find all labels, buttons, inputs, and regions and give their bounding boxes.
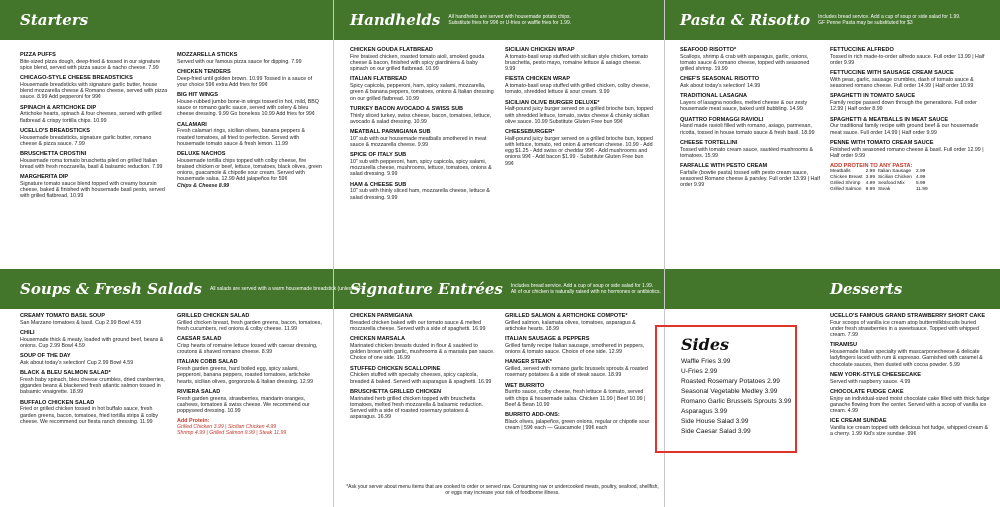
item-name: STUFFED CHICKEN SCALLOPINE [350,365,441,372]
item-description: Enjoy an individual-sized moist chocolate cake filled with thick fudge ganache flowing from the center. Served with a scoop of vanilla ice cream. 4.99 [830,395,990,415]
item-description: Black olives, jalapeños, green onions, regular or chipotle sour cream | 59¢ each — Guacamole | 99¢ each [505,418,650,432]
item-description: 10" sub with thinly sliced ham, mozzarella cheese, lettuce & salad dressing. 9.99 [350,188,490,201]
item-description: Housemade thick & meaty, loaded with ground beef, beans & onions. Cup 2.99 Bowl 4.59 [20,336,164,349]
item-name: CHICKEN MARSALA [350,336,406,343]
protein-cell: Grilled Shrimp [830,181,861,187]
menu-item [20,75,168,100]
menu-item [505,129,653,167]
menu-item [350,313,495,332]
item-description: Artichoke hearts, spinach & four cheeses, served with grilled flatbread & crispy tortilla chips. 10.99 [20,111,162,124]
menu-item [177,92,322,117]
item-name: CHEESE TORTELLINI [680,139,738,146]
disclaimer: *Ask your server about menu items that are cooked to order or served raw. Consuming raw or undercooked meats, poultry, seafood, shellfish, or eggs may increase your risk of foodborne illness. [346,484,659,496]
menu-item [680,76,820,89]
menu-item [830,70,990,89]
pasta-header [680,0,960,40]
menu-item [830,372,990,385]
menu-item [830,418,990,437]
item-description: Hand made ravioli filled with romano, asiago, parmesan, ricotta, tossed in house tomato sauce & fresh basil. 18.99 [680,123,815,136]
section-note: All salads are served with a warm housemade breadstick (unless GF). [209,285,366,292]
item-description: Grilled family recipe Italian sausage, smothered in peppers, onions & tomato sauce. Choice of one side. 12.99 [505,343,645,356]
item-name: ITALIAN SAUSAGE & PEPPERS [505,336,590,343]
item-description: 10" sub with our housemade meatballs smothered in meat sauce & mozzarella cheese. 9.99 [350,135,487,149]
item-name: DELUXE NACHOS [177,151,226,158]
side-item: Side Caesar Salad 3.99 [681,428,751,435]
protein-line: Grilled Chicken 3.99 | Sicilian Chicken 4.99 [177,424,277,431]
item-name: BIG HIT WINGS [177,92,219,99]
item-name: CHEESEBURGER* [505,129,555,136]
menu-item [20,174,168,199]
item-name: BLACK & BLEU SALMON SALAD* [20,370,111,377]
item-name: CALAMARI [177,121,207,128]
protein-cell: Italian Sausage [878,169,912,175]
menu-item [20,128,168,147]
menu-item [350,129,495,148]
protein-cell: 9.99 [865,187,875,193]
menu-item [177,313,325,332]
item-description: Family recipe passed down through the generations. Full order 12.99 | Half order 8.99 [830,100,977,113]
menu-item [350,336,495,361]
item-description: Fresh calamari rings, sicilian olives, banana peppers & roasted tomatoes, all fried to perfection. Served with housemade tomato sauce & fresh lemon. 11.99 [177,128,306,147]
protein-cell: Grilled Salmon [830,187,862,193]
item-name: CHOCOLATE FUDGE CAKE [830,388,904,395]
item-name: SICILIAN OLIVE BURGER DELUXE* [505,99,600,106]
menu-item [177,122,322,147]
item-description: Deep-fried until golden brown. 10.99 Tossed in a sauce of your choice 59¢ extra Add fries for 99¢ [177,75,313,88]
item-name: FARFALLE WITH PESTO CREAM [680,163,768,170]
item-description: A tomato-basil wrap stuffed with grilled chicken, colby cheese, tomato, shredded lettuce & sour cream. 9.99 [505,83,651,96]
desserts-header [830,269,902,309]
item-description: Housemade tortilla chips topped with colby cheese, fire braised chicken or beef, lettuce, tomatoes, black olives, green onions, guacamole & chipotle sour cream. Served with housemade salsa. 12.99 Add jalapeños for 59¢ [177,157,322,183]
item-name: SPAGHETTI & MEATBALLS IN MEAT SAUCE [830,116,949,123]
section-note: Includes bread service. Add a cup of soup or side salad for 1.99. GF Penne Pasta may be substituted for $3 [818,13,961,26]
item-description: Our traditional family recipe with ground beef & our housemade meat sauce. Full order 14.99 | Half order 9.99 [830,123,979,136]
menu-item [505,76,653,95]
item-name: GRILLED CHICKEN SALAD [177,313,250,319]
item-description: Spicy capicola, pepperoni, ham, spicy salami, mozzarella, green & banana peppers, tomatoes, onions & Italian dressing on our grilled flatbread. 10.99 [350,83,494,102]
protein-cell: 11.99 [916,187,928,193]
item-description: Fresh baby spinach, bleu cheese crumbles, dried cranberries, gigandes beans & blackened fresh atlantic salmon tossed in balsamic vinaigrette. 18.99 [20,377,165,396]
menu-item [350,182,495,201]
item-name: MEATBALL PARMIGIANA SUB [350,129,431,136]
menu-item [350,389,495,421]
side-item: Seasonal Vegetable Medley 3.99 [681,388,778,395]
item-description: Tossed in rich made-to-order alfredo sauce. Full order 13.99 | Half order 9.99 [830,53,985,66]
item-name: BRUSCHETTA GRILLED CHICKEN [350,388,442,395]
menu-item [177,359,325,384]
item-name: CHICKEN PARMIGIANA [350,313,413,319]
item-name: SPAGHETTI IN TOMATO SAUCE [830,93,916,100]
item-description: Layers of lasagna noodles, melted cheese & our zesty housemade meat sauce, baked until bubbling. 14.99 [680,100,808,113]
protein-cell: Seafood Mix [878,181,905,187]
side-item: Waffle Fries 3.99 [681,358,731,365]
item-name: CREAMY TOMATO BASIL SOUP [20,313,105,319]
menu-item [505,383,653,408]
item-name: SPINACH & ARTICHOKE DIP [20,104,97,111]
item-name: HANGER STEAK* [505,359,552,366]
protein-table [830,169,990,193]
handhelds-column-2 [505,47,653,171]
item-description: Housemade Italian specialty with mascarponecheese & delicate ladyfingers laced with rum & espresso. Garnished with caramel & chocolate sauces, then dusted with cocoa powder. 5.99 [830,349,983,368]
item-description: Fresh garden greens, strawberries, mandarin oranges, cashews, tomatoes & swiss cheese. We recommend our poppyseed dressing. 10.99 [177,395,310,415]
item-name: ITALIAN COBB SALAD [177,359,238,366]
section-title: Handhelds [350,11,441,29]
menu-item [20,353,168,366]
item-name: GRILLED SALMON & ARTICHOKE COMPOTE* [505,313,628,319]
menu-item [350,366,495,385]
menu-item [505,359,653,378]
menu-item [830,117,990,136]
item-name: HAM & CHEESE SUB [350,181,407,188]
menu-item [20,400,168,425]
side-item: U-Fries 2.99 [681,368,718,375]
item-description: Thinly sliced turkey, swiss cheese, bacon, tomatoes, lettuce, avocado & salad dressing. 10.99 [350,112,492,125]
menu-item [505,412,653,431]
menu-item [20,151,168,170]
menu-item [505,336,653,355]
section-note: Includes bread service. Add a cup of soup or side salad for 1.99. All of our chicken is naturally raised with no hormones or antibiotics. [510,282,661,295]
menu-item [350,106,495,125]
item-description: Fire braised chicken, roasted tomato aioli, smoked gouda cheese & bacon, finished with spicy giardiniera & baby spinach on our grilled flatbread. 10.99 [350,53,485,73]
divider [333,0,334,507]
item-description: House-rubbed jumbo bone-in wings tossed in hot, mild, BBQ sauce or romano garlic sauce, served with celery & bleu cheese dressing. 9.99 Go boneless 10.99 Add fries for 99¢ [177,99,319,118]
section-title: Desserts [830,280,903,298]
item-extra: Chips & Cheese 8.99 [177,182,230,189]
menu-item [505,313,653,332]
item-description: Finished with seasoned romano cheese & basil. Full order 12.99 | Half order 9.99 [830,146,984,159]
item-description: Fresh garden greens, hard boiled egg, spicy salami, pepperoni, banana peppers, roasted tomatoes, artichoke hearts, sicilian olives, gorgonzola & Italian dressing. 12.99 [177,366,314,385]
item-name: MOZZARELLA STICKS [177,52,238,58]
item-description: Tossed with tomato cream sauce, sautéed mushrooms & tomatoes. 15.99 [680,146,814,159]
protein-cell: 5.99 [916,181,926,187]
protein-cell: 2.99 [865,169,875,175]
item-name: CHICAGO-STYLE CHEESE BREADSTICKS [20,75,133,82]
salads-column [177,313,325,436]
menu-item [830,93,990,112]
desserts-column [830,313,990,441]
item-name: TRADITIONAL LASAGNA [680,93,748,100]
pasta-column [680,47,820,192]
menu-item [350,76,495,101]
menu-item [177,336,325,355]
item-description: Housemade roma tomato bruschetta piled on grilled Italian bread with fresh mozzarella, basil & balsamic reduction. 7.99 [20,157,163,171]
item-name: UCELLO'S FAMOUS GRAND STRAWBERRY SHORT CAKE [830,313,986,319]
pasta-column-2 [830,47,990,193]
menu-item [680,117,820,136]
item-name: SICILIAN CHICKEN WRAP [505,47,575,53]
menu-item [350,152,495,177]
item-name: BRUSCHETTA CROSTINI [20,151,87,158]
section-title: Signature Entrées [350,280,503,298]
item-name: SOUP OF THE DAY [20,353,71,360]
menu-item [20,313,168,326]
item-name: PIZZA PUFFS [20,52,56,58]
protein-cell: 4.99 [865,181,875,187]
protein-cell: Chicken Breast [830,175,863,181]
item-description: Crisp hearts of romaine lettuce tossed with caesar dressing, croutons & shaved romano cheese. 8.99 [177,343,318,356]
signature-header [350,269,661,309]
item-description: Housemade breadsticks, signature garlic butter, romano cheese & pizza sauce. 7.99 [20,134,152,147]
item-description: With peas, garlic, sausage crumbles, dash of tomato sauce & seasoned romano cheese. Full order 14.99 | Half order 10.99 [830,77,974,90]
menu-item [177,52,322,65]
item-name: FETTUCCINE WITH SAUSAGE CREAM SAUCE [830,70,954,77]
menu-item [20,52,168,71]
handhelds-column [350,47,495,205]
side-item: Romano Garlic Brussels Sprouts 3.99 [681,398,792,405]
item-description: Fried or grilled chicken tossed in hot buffalo sauce, fresh garden greens, bacon, tomatoes, fried tortilla strips & colby cheese. We recommend our fiesta ranch dressing. 11.99 [20,406,159,425]
item-name: ITALIAN FLATBREAD [350,76,407,83]
menu-item [505,100,653,125]
item-name: UCELLO'S BREADSTICKS [20,127,91,134]
item-description: Served with raspberry sauce. 4.99 [830,378,911,385]
item-description: Grilled, served with romano garlic brussels sprouts & roasted rosemary potatoes & a side of steak sauce. 18.99 [505,366,648,379]
section-title: Starters [20,11,89,29]
item-description: 10" sub with pepperoni, ham, spicy capicola, spicy salami, mozzarella cheese, mushrooms, lettuce, tomatoes, onions & salad dressing. 9.99 [350,159,492,178]
item-description: Breaded chicken baked with our tomato sauce & melted mozzarella cheese. Served with a side of spaghetti. 16.99 [350,319,486,332]
menu-item [680,163,820,188]
menu-item [680,93,820,112]
soups-column [20,313,168,429]
item-description: Served with our famous pizza sauce for dipping. 7.99 [177,58,302,65]
item-description: A tomato-basil wrap stuffed with sicilian style chicken, tomato bruschetta, pesto mayo, romaine lettuce & asiago cheese. 9.99 [505,53,648,73]
item-name: ICE CREAM SUNDAE [830,418,887,425]
item-name: MARGHERITA DIP [20,174,69,181]
menu-item [830,313,990,338]
item-description: Burrito sauce, colby cheese, fresh lettuce & tomato, served with chips & housemade salsa. Chicken 11.99 | Beef 10.99 | Beef & Bean 10.99 [505,389,646,408]
item-description: Farfalle (bowtie pasta) tossed with pesto cream sauce, seasoned Romano cheese & parsley. Full order 13.99 | Half order 9.99 [680,169,820,189]
protein-cell: 2.99 [916,169,926,175]
item-name: CHICKEN GOUDA FLATBREAD [350,47,433,53]
item-name: CAESAR SALAD [177,336,222,343]
add-protein-title: ADD PROTEIN TO ANY PASTA: [830,163,913,170]
protein-cell: 4.99 [916,175,926,181]
side-item: Roasted Rosemary Potatoes 2.99 [681,378,780,385]
menu-item [680,140,820,159]
signature-column-2 [505,313,653,435]
handhelds-header [350,0,571,40]
menu-item [20,105,168,124]
starters-column [20,52,168,204]
menu-item [680,47,820,72]
item-name: SPICE OF ITALY SUB [350,152,407,159]
side-item: Asparagus 3.99 [681,408,728,415]
protein-cell: Sicilian Chicken [878,175,912,181]
item-name: FETTUCCINE ALFREDO [830,47,894,53]
item-description: Ask about today's selection! 14.99 [680,83,761,90]
item-description: Bite-sized pizza dough, deep-fried & tossed in our signature spice blend, served with pizza sauce & nacho cheese. 7.99 [20,58,161,71]
item-name: CHICKEN TENDERS [177,69,231,75]
item-description: Grilled chicken breast, fresh garden greens, bacon, tomatoes, fresh cucumbers, red onions & colby cheese. 11.99 [177,319,322,332]
starters-column-2 [177,52,322,193]
item-description: Ask about today's selection! Cup 2.99 Bowl 4.59 [20,360,134,366]
item-name: WET BURRITO [505,382,545,389]
section-title: Soups & Fresh Salads [20,280,202,298]
item-description: Chicken stuffed with specialty cheeses, spicy capicola, breaded & baked. Served with asparagus & spaghetti. 16.99 [350,372,492,385]
sides-title: Sides [681,335,730,354]
item-description: Half-pound juicy burger served on a grilled brioche bun, topped with lettuce, tomato, red onion & american cheese. 10.99 - Add egg $1.25 - Add swiss or cheddar 99¢ - Add mushrooms and onions 99¢ - Add bacon $1.99 - Substitute Gluten Free bun 99¢ [505,135,653,167]
protein-cell: Steak [878,187,891,193]
item-description: Marinated chicken breasts dusted in flour & sautéed to golden brown with garlic, mushrooms & a marsala pan sauce. Choice of one side. 16.99 [350,343,495,362]
menu-item [177,151,322,189]
item-description: Marinated herb grilled chicken topped with bruschetta tomatoes, melted fresh mozzarella & balsamic reduction. Served with a side of roasted rosemary potatoes & asparagus. 16.99 [350,395,484,421]
protein-line: Shrimp 4.99 | Grilled Salmon 9.99 | Steak 11.99 [177,430,287,437]
item-name: TIRAMISU [830,342,858,349]
item-name: BURRITO ADD-ONS: [505,412,560,419]
item-description: Housemade breadsticks with signature garlic butter, house blend mozzarella cheese & Romano cheese, served with pizza sauce. 8.99 Add pepperoni for 99¢ [20,82,168,101]
item-name: CHEF'S SEASONAL RISOTTO [680,76,760,83]
add-protein-title: Add Protein: [177,418,210,425]
signature-column [350,313,495,424]
menu-item [830,140,990,159]
sides-box [655,325,797,453]
item-name: PENNE WITH TOMATO CREAM SAUCE [830,139,934,146]
item-name: NEW YORK-STYLE CHEESECAKE [830,371,921,378]
item-name: QUATTRO FORMAGGI RAVIOLI [680,116,764,123]
item-description: Half-pound juicy burger served on a grilled brioche bun, topped with shredded lettuce, tomato, swiss cheese & chunky sicilian olive sauce. 10.99 Substitute Gluten Free bun 99¢ [505,106,653,125]
menu-item [350,47,495,72]
item-name: BUFFALO CHICKEN SALAD [20,399,95,406]
menu-item [830,389,990,414]
section-title: Pasta & Risotto [680,11,811,29]
protein-cell: 3.99 [865,175,875,181]
item-description: Signature tomato sauce blend topped with creamy boursin cheese, baked & finished with housemade basil pesto, served with grilled flatbread. 10.99 [20,181,165,200]
item-name: CHILI [20,330,35,336]
menu-item [830,47,990,66]
item-description: Four scoops of vanilla ice cream atop buttermilkbiscuits buried under fresh strawberries in a sweetsauce. Topped with whipped cream. 7.99 [830,319,979,339]
starters-header [20,0,88,40]
menu-item [830,342,990,367]
item-name: TURKEY BACON AVOCADO & SWISS SUB [350,105,464,112]
side-item: Side House Salad 3.99 [681,418,749,425]
menu-item [20,370,168,395]
soups-header [20,269,365,309]
menu-item [505,47,653,72]
item-name: FIESTA CHICKEN WRAP [505,76,570,83]
item-description: Grilled salmon, kalamata olives, tomatoes, asparagus & artichoke hearts. 18.99 [505,319,636,332]
section-note: All handhelds are served with housemade potato chips. Substitute fries for 99¢ or U-fries or waffle fries for 1.99. [448,13,572,26]
item-name: SEAFOOD RISOTTO* [680,47,737,53]
item-description: Vanilla ice cream topped with delicious hot fudge, whipped cream & a cherry. 1.99 Kid's size sundae .99¢ [830,425,989,438]
item-description: San Marzano tomatoes & basil. Cup 2.99 Bowl 4.59 [20,319,142,326]
item-name: RIVIERA SALAD [177,388,221,395]
menu-item [20,330,168,349]
protein-cell: Meatballs [830,169,851,175]
menu-item [177,69,322,88]
item-description: Scallops, shrimp & crab with asparagus, garlic, onions, tomato sauce & romano cheese, topped with seasoned grilled shrimp. 19.99 [680,53,810,73]
menu-item [177,389,325,414]
